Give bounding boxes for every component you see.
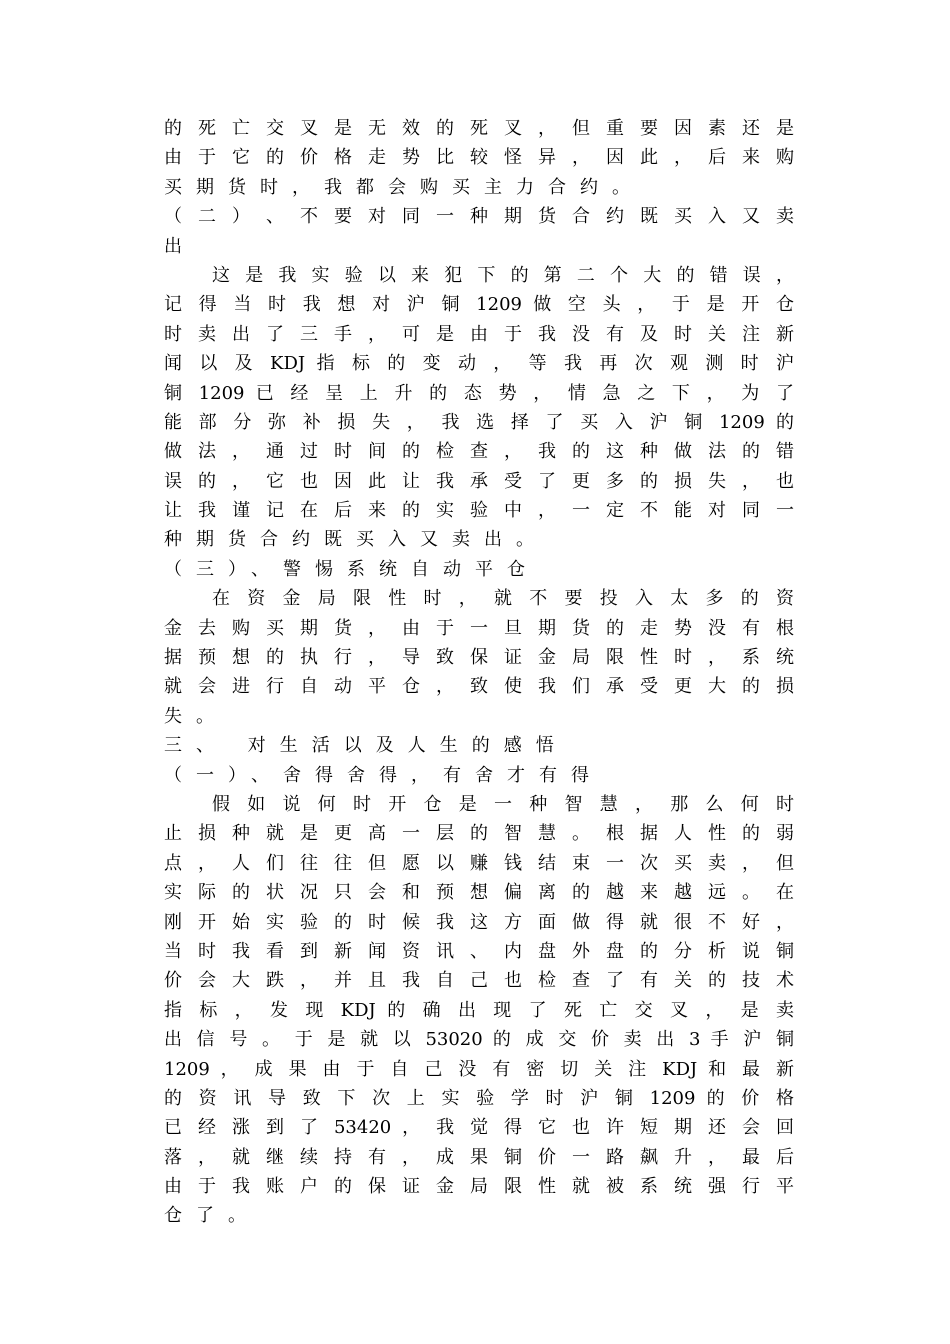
text-line: 的 死 亡 交 叉 是 无 效 的 死 叉 ， 但 重 要 因 素 还 是	[164, 118, 794, 139]
text-line: 止 损 种 就 是 更 高 一 层 的 智 慧 。 根 据 人 性 的 弱	[164, 823, 794, 845]
text-line: 时 卖 出 了 三 手 ， 可 是 由 于 我 没 有 及 时 关 注 新	[164, 323, 794, 345]
text-line: 由 于 我 账 户 的 保 证 金 局 限 性 就 被 系 统 强 行 平	[164, 1176, 794, 1198]
text-line: 买期货时，我都会购买主力合约。	[164, 176, 644, 198]
text-line: 价 会 大 跌 ， 并 且 我 自 己 也 检 查 了 有 关 的 技 术	[164, 970, 794, 992]
text-line: 三、 对生活以及人生的感悟	[164, 735, 568, 757]
text-line: 就 会 进 行 自 动 平 仓 ， 致 使 我 们 承 受 更 大 的 损	[164, 676, 794, 698]
text-line: 失。	[164, 705, 228, 727]
text-line: 点 ， 人 们 往 往 但 愿 以 赚 钱 结 束 一 次 买 卖 ， 但	[164, 852, 794, 874]
text-line: （ 二 ） 、 不 要 对 同 一 种 期 货 合 约 既 买 入 又 卖	[164, 206, 794, 228]
text-line: 闻 以 及 KDJ 指 标 的 变 动 ， 等 我 再 次 观 测 时 沪	[164, 353, 794, 375]
text-line: 1209 ， 成 果 由 于 自 己 没 有 密 切 关 注 KDJ 和 最 新	[164, 1058, 794, 1080]
text-line: 由 于 它 的 价 格 走 势 比 较 怪 异 ， 因 此 ， 后 来 购	[164, 147, 794, 169]
text-line: 出	[164, 235, 196, 257]
text-line: 当 时 我 看 到 新 闻 资 讯 、 内 盘 外 盘 的 分 析 说 铜	[164, 940, 794, 962]
text-line: 让 我 谨 记 在 后 来 的 实 验 中 ， 一 定 不 能 对 同 一	[164, 500, 794, 522]
text-line: 记 得 当 时 我 想 对 沪 铜 1209 做 空 头 ， 于 是 开 仓	[164, 294, 794, 316]
text-line: 这 是 我 实 验 以 来 犯 下 的 第 二 个 大 的 错 误 ，	[212, 264, 794, 286]
text-line: 刚 开 始 实 验 的 时 候 我 这 方 面 做 得 就 很 不 好 ，	[164, 911, 794, 933]
text-line: 能 部 分 弥 补 损 失 ， 我 选 择 了 买 入 沪 铜 1209 的	[164, 411, 794, 433]
document-body	[164, 114, 794, 1231]
text-line: （一）、舍得舍得，有舍才有得	[164, 764, 603, 786]
text-line: （三）、警惕系统自动平仓	[164, 558, 539, 580]
text-line: 做 法 ， 通 过 时 间 的 检 查 ， 我 的 这 种 做 法 的 错	[164, 441, 794, 463]
text-line: 铜 1209 已 经 呈 上 升 的 态 势 ， 情 急 之 下 ， 为 了	[164, 382, 794, 404]
text-line: 误 的 ， 它 也 因 此 让 我 承 受 了 更 多 的 损 失 ， 也	[164, 470, 794, 492]
text-line: 出 信 号 。 于 是 就 以 53020 的 成 交 价 卖 出 3 手 沪 铜	[164, 1029, 794, 1051]
text-line: 金 去 购 买 期 货 ， 由 于 一 旦 期 货 的 走 势 没 有 根	[164, 617, 794, 639]
text-line: 假 如 说 何 时 开 仓 是 一 种 智 慧 ， 那 么 何 时	[212, 793, 794, 815]
text-line: 落 ， 就 继 续 持 有 ， 成 果 铜 价 一 路 飙 升 ， 最 后	[164, 1146, 794, 1168]
text-line: 的 资 讯 导 致 下 次 上 实 验 学 时 沪 铜 1209 的 价 格	[164, 1087, 794, 1109]
text-line: 指 标 ， 发 现 KDJ 的 确 出 现 了 死 亡 交 叉 ， 是 卖	[164, 999, 794, 1021]
text-line: 仓了。	[164, 1205, 260, 1227]
text-line: 实 际 的 状 况 只 会 和 预 想 偏 离 的 越 来 越 远 。 在	[164, 882, 794, 904]
text-line: 已 经 涨 到 了 53420 ， 我 觉 得 它 也 许 短 期 还 会 回	[164, 1117, 794, 1139]
text-line: 种期货合约既买入又卖出。	[164, 529, 548, 551]
text-line: 在 资 金 局 限 性 时 ， 就 不 要 投 入 太 多 的 资	[212, 588, 794, 610]
text-line: 据 预 想 的 执 行 ， 导 致 保 证 金 局 限 性 时 ， 系 统	[164, 647, 794, 669]
